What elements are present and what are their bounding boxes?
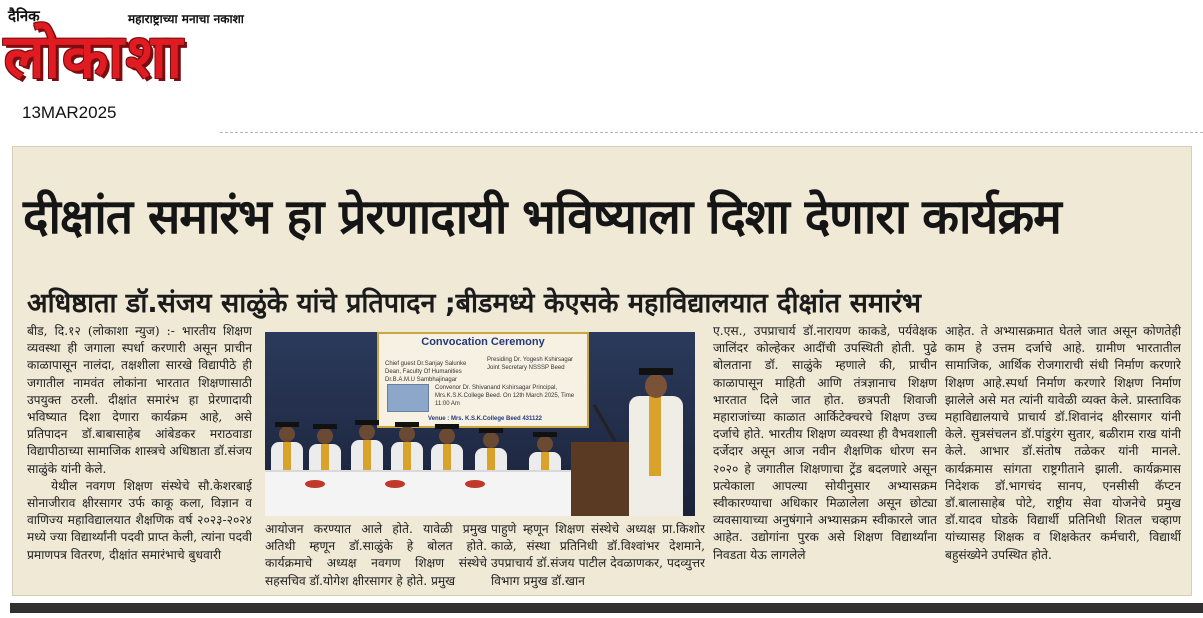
masthead: [0, 0, 320, 130]
newspaper-logo: लोकाशा: [4, 22, 185, 92]
flower-decoration: [465, 480, 485, 488]
column-3-text: पाहुणे म्हणून शिक्षण संस्थेचे अध्यक्ष प्रा.किशोर काळे, संस्था प्रतिनिधी डॉ.विश्वांभर देशमाने, उपप्राचार्य डॉ.संजय पाटील देवळाणकर, पदव्युत्तर विभाग प्रमुख डॉ.खान: [491, 522, 705, 588]
column-2-text: आयोजन करण्यात आले होते. यावेळी प्रमुख अतिथी म्हणून डॉ.साळुंके हे बोलत होते. कार्यक्रमाचे अध्यक्ष नवगण शिक्षण संस्थेचे सहसचिव डॉ.योगेश क्षीरसागर हे होते. प्रमुख: [265, 522, 487, 588]
article-column-1: [27, 323, 252, 591]
college-photo-icon: [387, 384, 429, 412]
masthead-tagline: महाराष्ट्राच्या मनाचा नकाशा: [128, 12, 244, 26]
banner-title: Convocation Ceremony: [421, 336, 545, 348]
column-4-text: ए.एस., उपप्राचार्य डॉ.नारायण काकडे, पर्यवेक्षक जालिंदर कोल्हेकर आदींची उपस्थिती होती. पुढे बोलताना डॉ. साळुंके म्हणाले की, प्राचीन काळापासून माहिती आणि तंत्रज्ञानाच शिक्षण भारतात दिले जात होत. छत्रपती शिवाजी महाराजांच्या काळात आर्किटेक्चरचे शिक्षण उच्च दर्जाचे होते. भारतीय शिक्षण व्यवस्था ही वैभवशाली दर्जेदार असून आज नवीन शैक्षणिक धोरण सन २०२० हे जगातील शिक्षणाचा ट्रेंड बदलणारे असून प्रत्येकाला आपल्या सोयीनुसार अभ्यासक्रम स्वीकारण्याचा अधिकार मिळालेला असून छोट्या व्यवसायाच्या अनुषंगाने अभ्यासक्रम स्वीकारले जात आहेत. उद्योगांना पुरक असे शिक्षण विद्यार्थ्यांना निवडता येऊ लागलेले: [713, 324, 937, 562]
banner-convenor: Convenor Dr. Shivanand Kshirsagar Principal, Mrs.K.S.K.College Beed. On 12th March 2025, Time 11:00 Am: [435, 385, 575, 407]
article-column-2: [265, 521, 487, 591]
article-column-4: [713, 323, 937, 591]
column-1-paragraph-2: येथील नवगण शिक्षण संस्थेचे सौ.केशरबाई सोनाजीराव क्षीरसागर उर्फ काकू कला, विज्ञान व वाणिज्य महाविद्यालयात शैक्षणिक वर्ष २०२३-२०२४ मध्ये ज्या विद्यार्थ्यांनी पदवी प्राप्त केली, त्यांना पदवी प्रमाणपत्र वितरण, दीक्षांत समारंभाचे बुधवारी: [27, 478, 252, 562]
event-photo: [265, 332, 695, 516]
news-clipping: [12, 146, 1192, 596]
column-5-text: आहेत. ते अभ्यासक्रमात घेतले जात असून कोणतेही काम हे उत्तम दर्जाचे आहे. ग्रामीण भारतातील सामाजिक, आर्थिक रोजगाराची संधी निर्माण करणारे शिक्षण आहे.स्पर्धा निर्माण करणारे शिक्षण निर्माण झालेले असे मत त्यांनी यावेळी व्यक्त केले. प्रास्ताविक महाविद्यालयाचे प्राचार्य डॉ.शिवानंद क्षीरसागर यांनी केले. सुत्रसंचलन डॉ.पांडुरंग सुतार, बळीराम राख यांनी केले. आभार डॉ.संतोष तळेकर यांनी मानले. कार्यक्रमास सांगता राष्ट्रगीताने झाली. कार्यक्रमास निदेशक डॉ.भागचंद सानप, एनसीसी कॅप्टन डॉ.बालासाहेब पोटे, राष्ट्रीय सेवा योजनेचे प्रमुख डॉ.यादव घोडके विद्यार्थी प्रतिनिधी शितल चव्हाण यांच्यासह शिक्षक व शिक्षकेतर कर्मचारी, विद्यार्थी बहुसंख्येने उपस्थित होते.: [945, 324, 1181, 562]
article-column-5: [945, 323, 1181, 591]
bottom-border-band: [10, 603, 1203, 613]
column-1-paragraph-1: बीड, दि.१२ (लोकाशा न्युज) :- भारतीय शिक्षण व्यवस्था ही जगाला स्पर्धा करणारी असून प्राचीन काळापासून नालंदा, तक्षशीला सारखे विद्यापीठे ही जगातील नामवंत लोकांना भारतात शिक्षणासाठी उपयुक्त ठरली. दीक्षांत समारंभ हा प्रेरणादायी भविष्यात दिशा देणारा कार्यक्रम आहे, असे प्रतिपादन डॉ.बाबासाहेब आंबेडकर मराठवाडा विद्यापीठाच्या सामाजिक शास्त्रचे अधिष्ठाता डॉ.संजय साळुंके यांनी केले.: [27, 324, 252, 476]
masthead-daily-label: दैनिक: [8, 7, 40, 25]
banner-presiding: Presiding Dr. Yogesh Kshirsagar Joint Secretary NSSSP Beed: [487, 357, 574, 371]
flower-decoration: [385, 480, 405, 488]
dais-table: [265, 472, 595, 516]
clipping-date: 13MAR2025: [22, 103, 117, 122]
article-headline: दीक्षांत समारंभ हा प्रेरणादायी भविष्याला दिशा देणारा कार्यक्रम: [23, 189, 1061, 245]
convocation-banner: [377, 332, 589, 428]
banner-chief-guest: Chief guest Dr.Sanjay Salunke Dean, Faculty Of Humanities Dr.B.A.M.U Sambhajinagar: [385, 361, 467, 383]
top-divider: [220, 132, 1203, 138]
flower-decoration: [305, 480, 325, 488]
speaker-figure: [625, 374, 685, 516]
article-subheadline: अधिष्ठाता डॉ.संजय साळुंके यांचे प्रतिपादन ;बीडमध्ये केएसके महाविद्यालयात दीक्षांत समारंभ: [27, 288, 922, 319]
article-column-3: [491, 521, 705, 591]
banner-venue: Venue : Mrs. K.S.K.College Beed 431122: [427, 416, 543, 422]
